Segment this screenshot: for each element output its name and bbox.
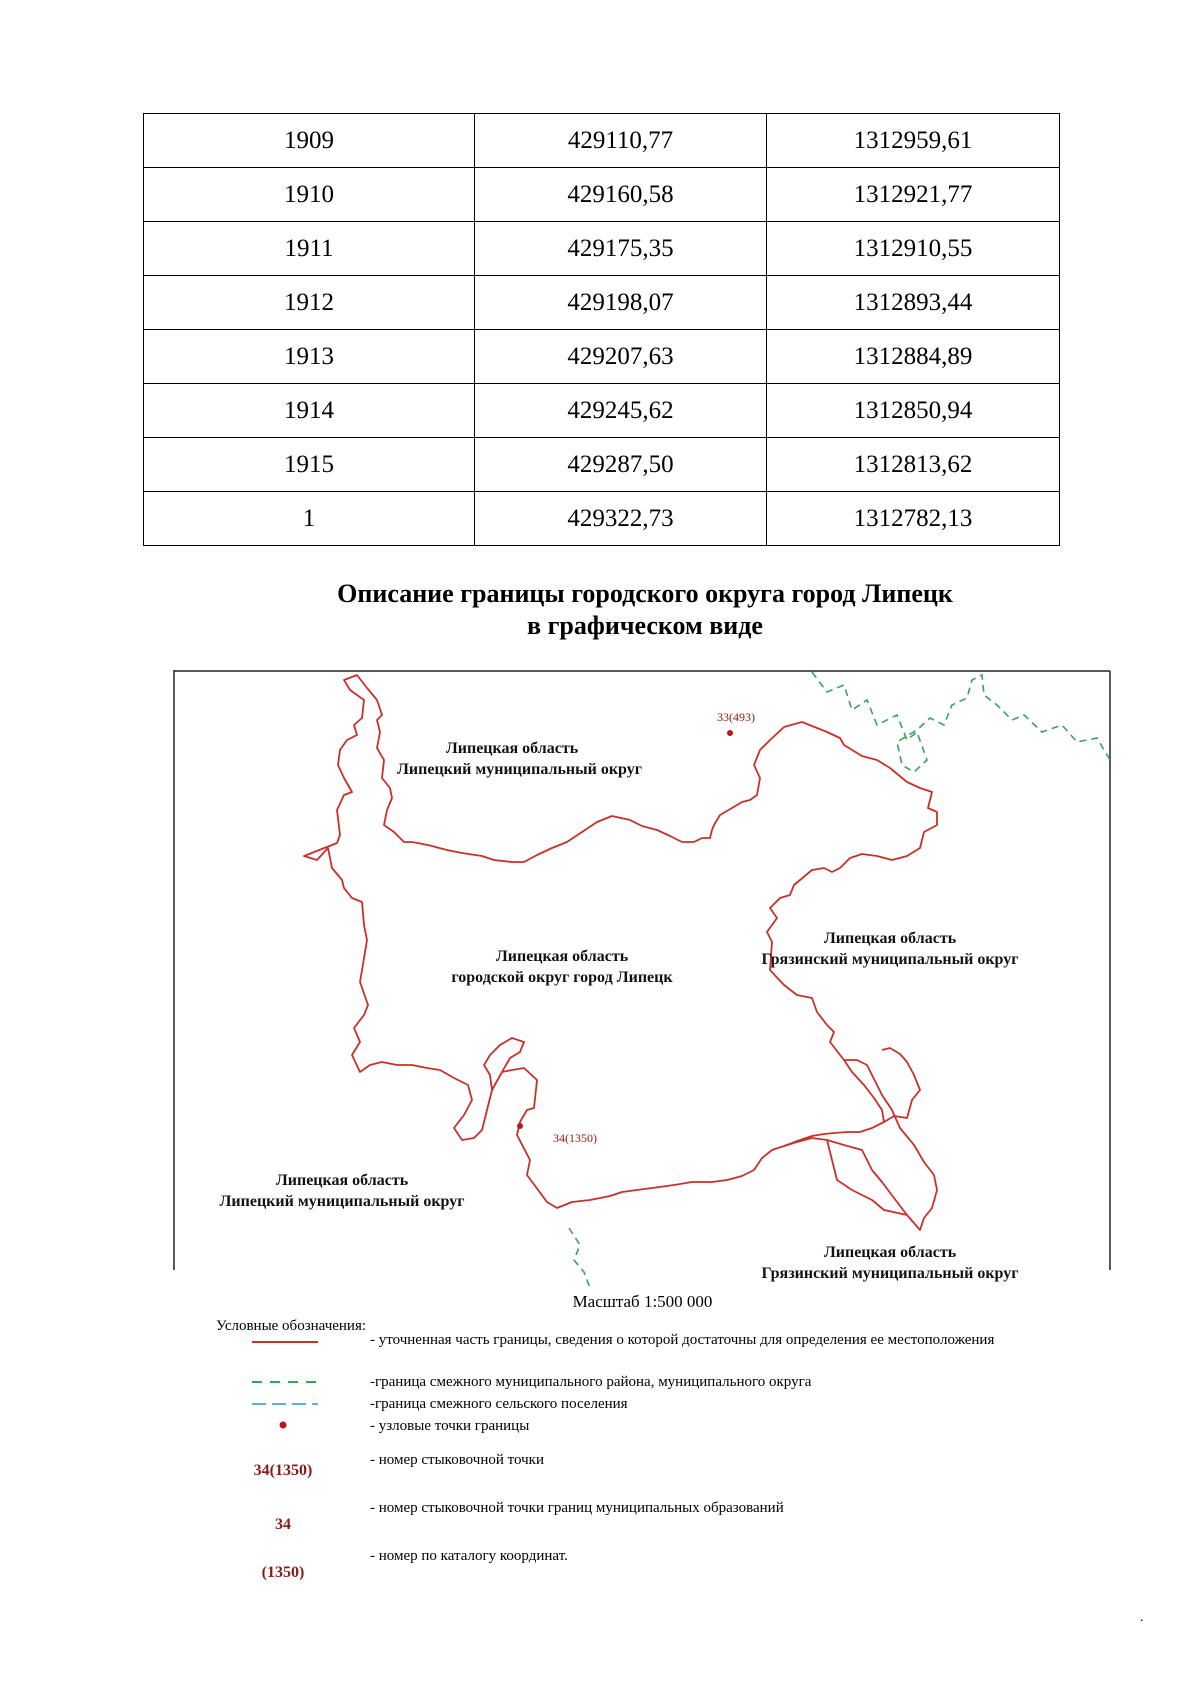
legend-item-boundary: - уточненная часть границы, сведения о которой достаточны для определения ее местоположения	[370, 1332, 995, 1348]
boundary-map	[172, 670, 1112, 1290]
point-number: 1	[144, 492, 475, 546]
footer-mark: .	[1140, 1610, 1144, 1625]
city-boundary	[784, 1060, 937, 1230]
boundary-node	[727, 730, 733, 736]
region-label-north: Липецкая область Липецкий муниципальный округ	[397, 740, 643, 778]
coord-y: 1312850,94	[767, 384, 1060, 438]
map-scale: Масштаб 1:500 000	[572, 1292, 713, 1311]
table-row	[144, 168, 1060, 222]
coordinates-table	[143, 113, 1060, 546]
table-row	[144, 276, 1060, 330]
point-number: 1915	[144, 438, 475, 492]
city-boundary	[484, 1038, 524, 1090]
legend-item-settlement: -граница смежного сельского поселения	[370, 1396, 628, 1412]
legend-settlement-symbol	[250, 1398, 320, 1410]
region-label-east: Липецкая область Грязинский муниципальный округ	[761, 930, 1019, 968]
point-number: 1911	[144, 222, 475, 276]
legend-item-node: - узловые точки границы	[370, 1418, 530, 1434]
region-label-southeast: Липецкая область Грязинский муниципальный округ	[761, 1244, 1019, 1282]
coord-x: 429245,62	[475, 384, 767, 438]
coord-x: 429110,77	[475, 114, 767, 168]
legend-boundary-symbol	[250, 1336, 320, 1348]
coord-x: 429207,63	[475, 330, 767, 384]
table-row	[144, 330, 1060, 384]
legend-item-docking: - номер стыковочной точки	[370, 1452, 544, 1468]
adjacent-district-boundary	[812, 672, 1110, 772]
legend-item-mun: - номер стыковочной точки границ муниципальных образований	[370, 1500, 784, 1516]
table-row	[144, 438, 1060, 492]
coord-y: 1312959,61	[767, 114, 1060, 168]
docking-point-label: 33(493)	[717, 710, 755, 724]
point-number: 1914	[144, 384, 475, 438]
table-row	[144, 492, 1060, 546]
legend-code-catalog: (1350)	[261, 1564, 305, 1581]
coord-x: 429160,58	[475, 168, 767, 222]
city-boundary	[827, 1140, 907, 1215]
coord-y: 1312921,77	[767, 168, 1060, 222]
table-row	[144, 222, 1060, 276]
docking-point-label: 34(1350)	[553, 1131, 597, 1145]
legend-item-district: -граница смежного муниципального района, муниципального округа	[370, 1374, 812, 1390]
coord-x: 429287,50	[475, 438, 767, 492]
section-heading: Описание границы городского округа город Липецк	[337, 579, 953, 608]
point-number: 1912	[144, 276, 475, 330]
table-row	[144, 384, 1060, 438]
coord-y: 1312782,13	[767, 492, 1060, 546]
section-subheading: в графическом виде	[527, 611, 763, 640]
coord-x: 429175,35	[475, 222, 767, 276]
coord-y: 1312893,44	[767, 276, 1060, 330]
legend-node-symbol	[276, 1418, 290, 1432]
coord-y: 1312813,62	[767, 438, 1060, 492]
boundary-node	[517, 1123, 523, 1129]
region-label-southwest: Липецкая область Липецкий муниципальный округ	[219, 1172, 465, 1210]
legend-district-symbol	[250, 1376, 320, 1388]
coord-x: 429198,07	[475, 276, 767, 330]
coord-y: 1312884,89	[767, 330, 1060, 384]
legend-code-mun: 34	[275, 1516, 291, 1533]
coord-x: 429322,73	[475, 492, 767, 546]
table-row	[144, 114, 1060, 168]
adjacent-district-boundary	[569, 1228, 590, 1288]
coord-y: 1312910,55	[767, 222, 1060, 276]
point-number: 1909	[144, 114, 475, 168]
legend-code-docking: 34(1350)	[253, 1462, 313, 1479]
region-label-center: Липецкая область городской округ город Липецк	[451, 948, 673, 986]
legend-item-catalog: - номер по каталогу координат.	[370, 1548, 568, 1564]
point-number: 1910	[144, 168, 475, 222]
point-number: 1913	[144, 330, 475, 384]
legend-title: Условные обозначения:	[216, 1318, 367, 1334]
